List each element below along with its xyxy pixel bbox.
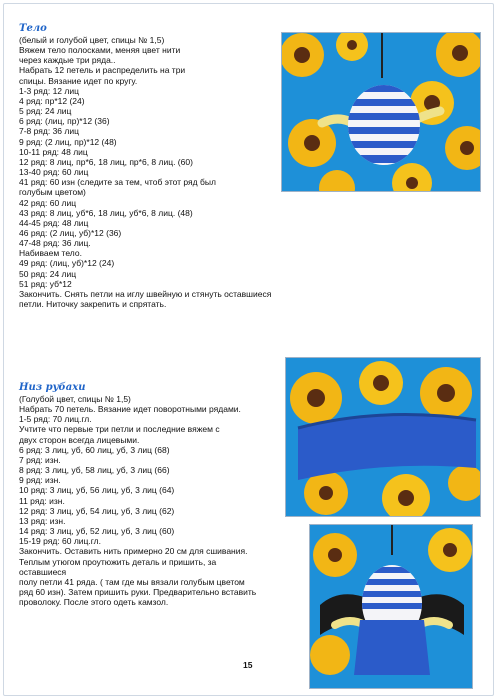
section-title-body: Тело <box>19 23 47 34</box>
instruction-line: Теплым утюгом проутюжить деталь и пришить, за <box>19 556 217 567</box>
instruction-line: 49 ряд: (лиц, уб)*12 (24) <box>19 258 115 269</box>
instruction-line: 9 ряд: изн. <box>19 475 61 486</box>
instruction-line: 51 ряд: уб*12 <box>19 278 72 289</box>
section-shirt-bottom <box>19 382 319 607</box>
photo-toy-with-shirt <box>309 524 473 689</box>
instruction-line: Вяжем тело полосками, меняя цвет нити <box>19 45 181 56</box>
instruction-line: голубым цветом) <box>19 187 86 198</box>
instruction-line: Набрать 12 петель и распределить на три <box>19 65 186 76</box>
instruction-line: (белый и голубой цвет, спицы № 1,5) <box>19 35 165 45</box>
section-body <box>19 23 281 309</box>
instruction-line: 12 ряд: 8 лиц, пр*6, 18 лиц, пр*6, 8 лиц. (60) <box>19 156 193 167</box>
instruction-line: 41 ряд: 60 изн (следите за тем, чтоб этот ряд был <box>19 177 216 188</box>
instruction-line: оставшиеся <box>19 566 67 577</box>
instruction-line: спицы. Вязание идет по кругу. <box>19 75 138 86</box>
instruction-line: 6 ряд: 3 лиц, уб, 60 лиц, уб, 3 лиц (68) <box>19 444 170 455</box>
instruction-line: 11 ряд: изн. <box>19 495 65 506</box>
instruction-line: 10 ряд: 3 лиц, уб, 56 лиц, уб, 3 лиц (64) <box>19 485 175 496</box>
instruction-line: Набрать 70 петель. Вязание идет поворотными рядами. <box>19 404 241 415</box>
knitted-shirt-bottom <box>354 620 430 675</box>
instruction-line: (Голубой цвет, спицы № 1,5) <box>19 394 131 404</box>
instruction-line: полу петли 41 ряда. ( там где мы вязали голубым цветом <box>19 576 245 587</box>
instruction-line: через каждые три ряда.. <box>19 55 116 66</box>
instruction-line: петли. Ниточку закрепить и спрятать. <box>19 299 167 310</box>
instruction-line: 13-40 ряд: 60 лиц <box>19 167 89 178</box>
instruction-line: 43 ряд: 8 лиц, уб*6, 18 лиц, уб*6, 8 лиц. (48) <box>19 207 193 218</box>
instruction-line: 5 ряд: 24 лиц <box>19 106 72 117</box>
instructions-shirt-bottom <box>19 394 319 607</box>
instruction-line: 7-8 ряд: 36 лиц <box>19 126 79 137</box>
instruction-line: 44-45 ряд: 48 лиц <box>19 217 89 228</box>
instruction-line: Закончить. Снять петли на иглу швейную и стянуть оставшиеся <box>19 288 272 299</box>
photo-shirt-bottom-strip <box>285 357 481 517</box>
instruction-line: 4 ряд: пр*12 (24) <box>19 95 85 106</box>
instruction-line: Набиваем тело. <box>19 248 82 259</box>
instruction-line: 12 ряд: 3 лиц, уб, 54 лиц, уб, 3 лиц (62) <box>19 505 175 516</box>
photo-striped-body <box>281 32 481 192</box>
page-number: 15 <box>243 660 253 670</box>
instruction-line: 8 ряд: 3 лиц, уб, 58 лиц, уб, 3 лиц (66) <box>19 465 170 476</box>
instruction-line: 1-3 ряд: 12 лиц <box>19 85 79 96</box>
instruction-line: 50 ряд: 24 лиц <box>19 268 77 279</box>
instruction-line: 14 ряд: 3 лиц, уб, 52 лиц, уб, 3 лиц (60) <box>19 526 175 537</box>
instruction-line: 1-5 ряд: 70 лиц.гл. <box>19 414 92 425</box>
instruction-line: 13 ряд: изн. <box>19 515 66 526</box>
instruction-line: проволоку. После этого одеть камзол. <box>19 597 169 608</box>
instruction-line: Учтите что первые три петли и последние вяжем с <box>19 424 220 435</box>
instruction-line: 6 ряд: (лиц, пр)*12 (36) <box>19 116 110 127</box>
instruction-line: 46 ряд: (2 лиц, уб)*12 (36) <box>19 227 122 238</box>
section-title-shirt-bottom: Низ рубахи <box>19 382 86 393</box>
instruction-line: 10-11 ряд: 48 лиц <box>19 146 88 157</box>
instruction-line: 7 ряд: изн. <box>19 454 61 465</box>
instruction-line: 9 ряд: (2 лиц, пр)*12 (48) <box>19 136 117 147</box>
instruction-line: 15-19 ряд: 60 лиц.гл. <box>19 536 102 547</box>
instruction-line: Закончить. Оставить нить примерно 20 см для сшивания. <box>19 546 248 557</box>
instruction-line: 47-48 ряд: 36 лиц. <box>19 238 91 249</box>
instruction-line: 42 ряд: 60 лиц <box>19 197 77 208</box>
instructions-body <box>19 35 281 309</box>
instruction-line: ряд 60 изн). Затем пришить руки. Предварительно вставить <box>19 586 257 597</box>
instruction-line: двух сторон всегда лицевыми. <box>19 434 140 445</box>
